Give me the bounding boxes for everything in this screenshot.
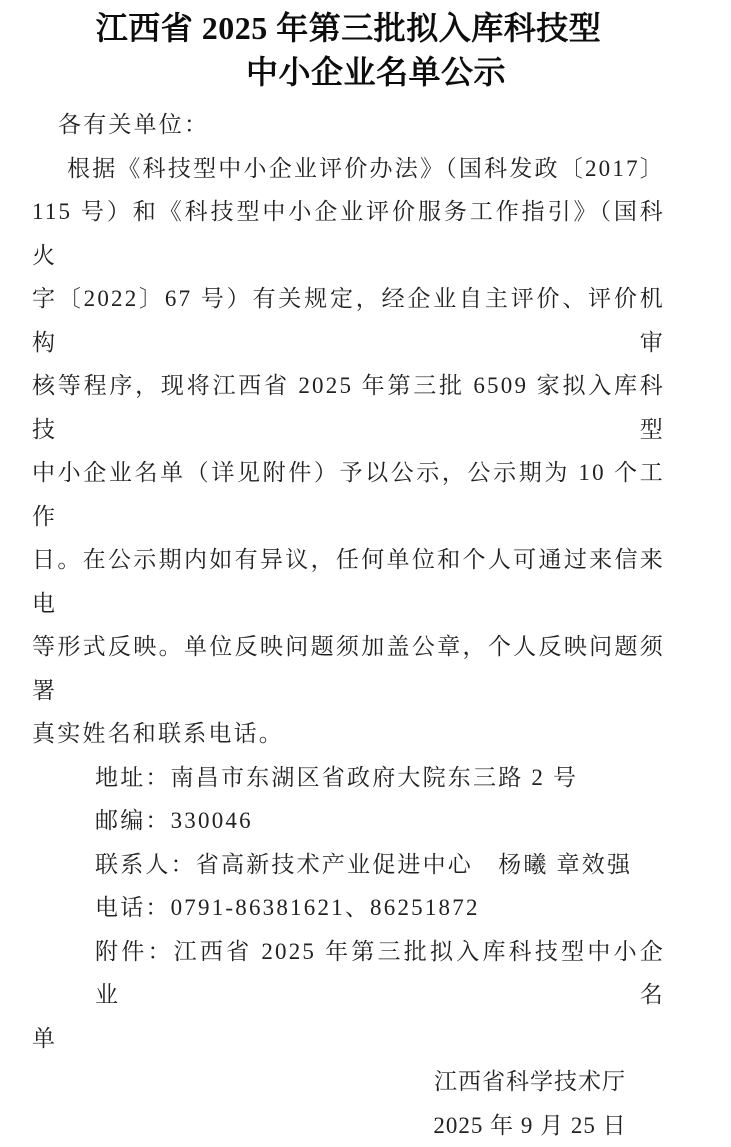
document-title (0, 0, 731, 94)
signature-org: 江西省科学技术厅 (360, 1060, 700, 1104)
page-title-line-2: 中小企业名单公示 (32, 50, 665, 94)
paragraph-line: 115 号）和《科技型中小企业评价服务工作指引》（国科火 (32, 190, 665, 277)
signature-date: 2025 年 9 月 25 日 (360, 1104, 700, 1147)
attachment-line-1: 附件：江西省 2025 年第三批拟入库科技型中小企业名 (95, 930, 665, 1017)
paragraph-line: 日。在公示期内如有异议，任何单位和个人可通过来信来电 (32, 538, 665, 625)
contact-address-line: 地址：南昌市东湖区省政府大院东三路 2 号 (95, 756, 665, 800)
salutation: 各有关单位： (58, 103, 665, 147)
paragraph-line: 真实姓名和联系电话。 (32, 712, 665, 756)
paragraph-line: 核等程序，现将江西省 2025 年第三批 6509 家拟入库科技型 (32, 364, 665, 451)
attachment-line-2: 单 (32, 1017, 665, 1061)
paragraph-line: 中小企业名单（详见附件）予以公示，公示期为 10 个工作 (32, 451, 665, 538)
paragraph-line: 等形式反映。单位反映问题须加盖公章，个人反映问题须署 (32, 625, 665, 712)
contact-postcode-line: 邮编：330046 (95, 799, 665, 843)
contact-phone-line: 电话：0791-86381621、86251872 (95, 886, 665, 930)
paragraph-line: 字〔2022〕67 号）有关规定，经企业自主评价、评价机构审 (32, 277, 665, 364)
page-title-line-1: 江西省 2025 年第三批拟入库科技型 (32, 6, 665, 50)
document-body (0, 103, 731, 1147)
signature-block (360, 1060, 700, 1147)
contact-persons-line: 联系人：省高新技术产业促进中心 杨曦 章效强 (95, 843, 665, 887)
paragraph-line: 根据《科技型中小企业评价办法》（国科发政〔2017〕 (32, 147, 665, 191)
